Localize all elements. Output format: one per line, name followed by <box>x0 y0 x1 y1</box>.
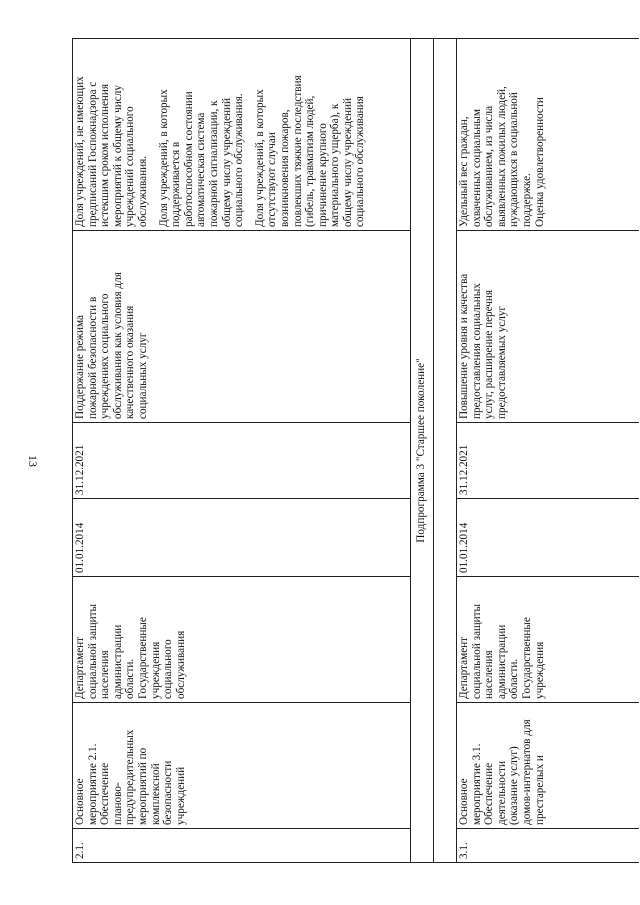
text-line: престарелых и <box>533 755 546 825</box>
start-date: 01.01.2014 <box>458 522 470 573</box>
text-line: Государственные <box>520 617 533 699</box>
end-date: 31.12.2021 <box>458 444 470 495</box>
text-line: безопасности <box>162 760 175 825</box>
text-line: причинение крупного <box>316 123 329 227</box>
text-line: отсутствуют случаи <box>266 132 279 227</box>
text-line: Обеспечение <box>99 762 112 825</box>
text-line: предоставления социальных <box>470 283 483 419</box>
text-line: качественного оказания <box>124 305 137 419</box>
text-line: Государственные <box>136 617 149 699</box>
text-line: предписаний Госпожнадзора с <box>86 81 99 227</box>
text-line: мероприятий по <box>136 747 149 825</box>
text-line: Удельный вес граждан, <box>458 116 470 227</box>
text-line: мероприятий к общему числу <box>111 85 124 227</box>
text-line: Поддержание режима <box>74 315 86 419</box>
text-line: повлекших тяжкие последствия <box>291 75 304 227</box>
text-line: работоспособном состоянии <box>182 91 195 227</box>
text-line: учреждения <box>533 641 546 699</box>
text-line: предоставляемых услуг <box>495 305 508 419</box>
text-line: социального <box>162 639 175 699</box>
text-line: поддержке. <box>520 173 533 227</box>
text-line: области. <box>124 658 137 699</box>
rotated-table <box>72 38 639 863</box>
text-line: Департамент <box>74 636 86 699</box>
indicator-cell <box>72 39 410 231</box>
text-line: Доля учреждений, не имеющих <box>74 76 86 227</box>
text-line: Основное <box>74 778 86 825</box>
start-date: 01.01.2014 <box>74 522 86 573</box>
text-line: социального обслуживания. <box>233 93 246 227</box>
text-line: обслуживания. <box>136 155 149 227</box>
text-line: Департамент <box>458 636 470 699</box>
text-line: Обеспечение <box>483 762 496 825</box>
end-date: 31.12.2021 <box>74 444 86 495</box>
text-line: администрации <box>495 624 508 699</box>
text-line: домов-интернатов для <box>520 719 533 825</box>
text-line: области. <box>508 658 521 699</box>
text-line: планово- <box>111 782 124 825</box>
result-cell <box>456 231 639 423</box>
spacer <box>246 43 254 227</box>
text-line: деятельности <box>495 760 508 825</box>
executor-cell <box>456 577 639 703</box>
text-line: учреждениях социального <box>99 293 112 419</box>
text-line: населения <box>483 650 496 699</box>
text-line: обслуживания как условия для <box>111 272 124 419</box>
text-line: Доля учреждений, в которых <box>253 89 266 227</box>
subprogram-title: Подпрограмма 3 "Старшее поколение" <box>415 358 427 543</box>
text-line: социальной защиты <box>470 603 483 699</box>
text-line: учреждений социального <box>124 106 137 227</box>
text-line: учреждения <box>149 641 162 699</box>
text-line: охваченных социальным <box>470 109 483 227</box>
text-line: общему числу учреждений <box>220 97 233 227</box>
text-line: возникновения пожаров, <box>278 109 291 227</box>
text-line: населения <box>99 650 112 699</box>
spacer <box>150 43 158 227</box>
text-line: автоматическая система <box>195 112 208 227</box>
text-line: мероприятие 2.1. <box>86 743 99 825</box>
text-line: социального обслуживания <box>354 96 367 227</box>
text-line: обслуживания <box>174 630 187 699</box>
measure-cell <box>456 703 639 829</box>
text-line: учреждений <box>174 766 187 825</box>
text-line: Основное <box>458 778 470 825</box>
text-line: обслуживанием, из числа <box>483 105 496 227</box>
row-number: 3.1. <box>458 842 470 859</box>
text-line: истекшим сроком исполнения <box>99 83 112 227</box>
text-line: социальной защиты <box>86 603 99 699</box>
page-number: 13 <box>26 455 40 467</box>
result-cell <box>72 231 410 423</box>
text-line: нуждающихся в социальной <box>508 92 521 227</box>
text-line: социальных услуг <box>136 332 149 419</box>
text-line: материального ущерба), к <box>329 103 342 227</box>
indicator-cell <box>456 39 639 231</box>
measure-cell <box>72 703 410 829</box>
text-line: мероприятие 3.1. <box>470 743 483 825</box>
text-line: выявленных пожилых людей, <box>495 86 508 227</box>
executor-cell <box>72 577 410 703</box>
rule <box>433 38 434 863</box>
text-line: (гибель, травматизм людей, <box>304 95 317 227</box>
row-number: 2.1. <box>74 842 86 859</box>
text-line: поддерживается в <box>170 141 183 227</box>
text-line: общему числу учреждений <box>341 97 354 227</box>
text-line: Оценка удовлетворенности <box>533 97 546 227</box>
text-line: услуг, расширение перечня <box>483 289 496 419</box>
text-line: пожарной безопасности в <box>86 296 99 419</box>
text-line: Доля учреждений, в которых <box>157 89 170 227</box>
text-line: предупредительных <box>124 729 137 825</box>
text-line: Повышение уровня и качества <box>458 273 470 419</box>
text-line: администрации <box>111 624 124 699</box>
text-line: (оказание услуг) <box>508 746 521 825</box>
text-line: пожарной сигнализации, к <box>207 100 220 227</box>
text-line: комплексной <box>149 763 162 825</box>
